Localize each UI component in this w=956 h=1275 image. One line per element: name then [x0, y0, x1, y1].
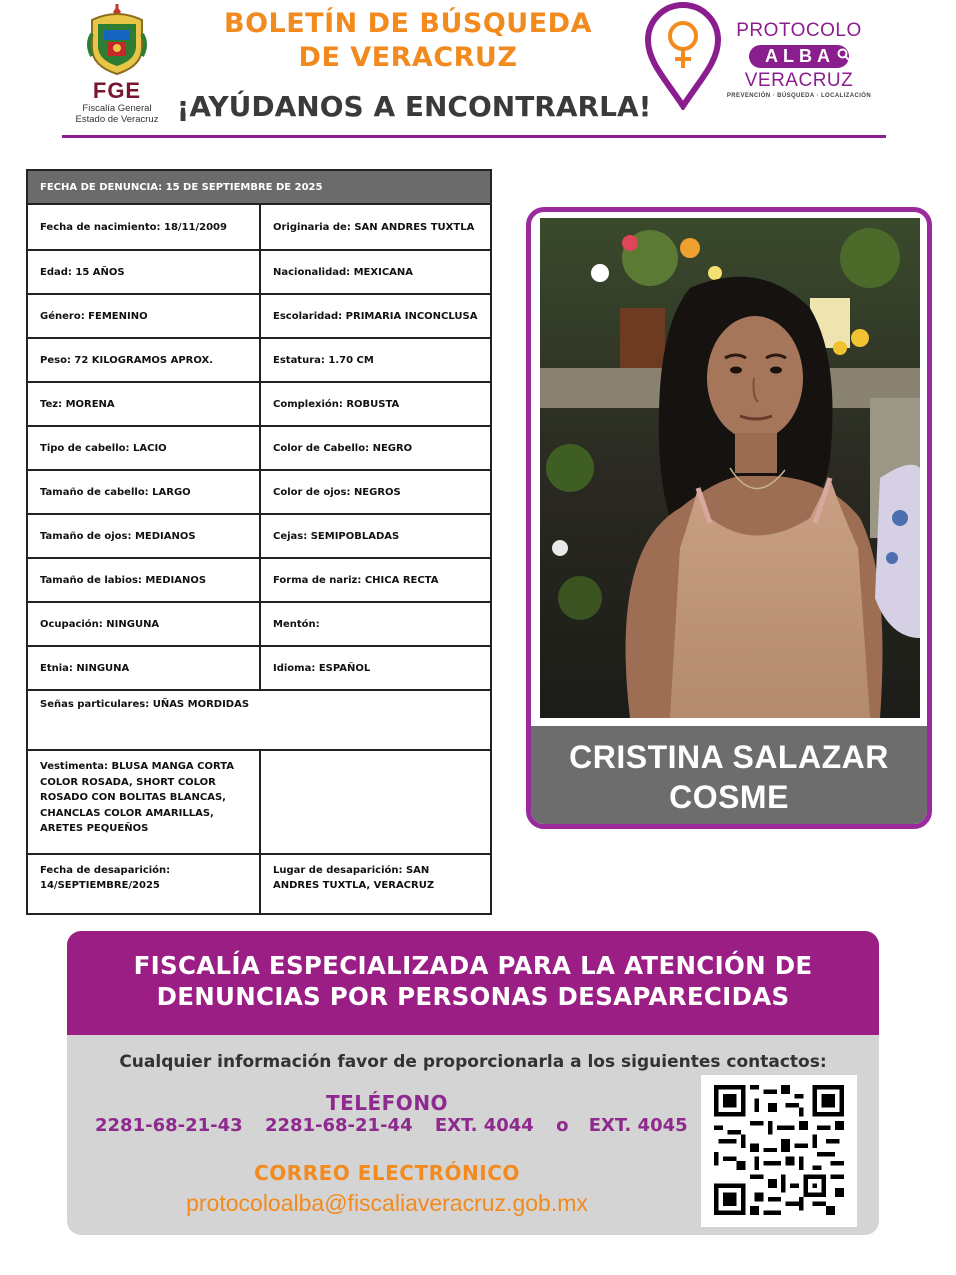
- table-cell: Género: FEMENINO: [40, 310, 148, 322]
- email-label: CORREO ELECTRÓNICO: [254, 1161, 520, 1185]
- report-date: FECHA DE DENUNCIA: 15 DE SEPTIEMBRE DE 2025: [40, 181, 323, 193]
- extension: EXT. 4044: [434, 1115, 534, 1136]
- bulletin-title-line2: DE VERACRUZ: [298, 42, 518, 73]
- table-cell: Mentón:: [259, 603, 490, 645]
- phone-numbers: [95, 1115, 695, 1136]
- header-divider: [62, 135, 886, 138]
- alba-pill: ALBA: [749, 45, 849, 68]
- table-cell: Forma de nariz: CHICA RECTA: [259, 559, 490, 601]
- fge-logo: [62, 4, 172, 124]
- qr-code-icon: [714, 1085, 844, 1215]
- distinguishing-marks: Señas particulares: UÑAS MORDIDAS: [40, 699, 250, 710]
- table-cell: Color de Cabello: NEGRO: [259, 427, 490, 469]
- missing-person-photo: [540, 218, 920, 718]
- missing-person-name: CRISTINA SALAZAR COSME: [531, 726, 927, 829]
- table-row: [28, 471, 490, 515]
- fge-abbreviation: FGE: [92, 78, 142, 103]
- disappearance-place: Lugar de desaparición: SAN ANDRES TUXTLA, VERACRUZ: [259, 855, 490, 913]
- table-cell: Complexión: ROBUSTA: [259, 383, 490, 425]
- table-cell: Etnia: NINGUNA: [40, 662, 130, 674]
- table-cell: Originaria de: SAN ANDRES TUXTLA: [259, 205, 490, 249]
- table-row: [28, 383, 490, 427]
- table-row: [28, 603, 490, 647]
- table-row: [28, 339, 490, 383]
- empty-cell: [259, 751, 490, 853]
- table-cell: Tamaño de ojos: MEDIANOS: [40, 530, 196, 542]
- help-find-her-heading: ¡AYÚDANOS A ENCONTRARLA!: [176, 90, 652, 123]
- table-cell: Fecha de nacimiento: 18/11/2009: [40, 221, 227, 233]
- table-row-clothing: [28, 751, 490, 855]
- table-cell: Nacionalidad: MEXICANA: [259, 251, 490, 293]
- qr-code[interactable]: [701, 1075, 857, 1227]
- table-row: [28, 647, 490, 691]
- table-row: [28, 515, 490, 559]
- table-row: [28, 295, 490, 339]
- missing-person-card: [526, 207, 932, 829]
- table-row: [28, 427, 490, 471]
- fge-full-name: Fiscalía General Estado de Veracruz: [75, 103, 159, 125]
- table-cell: Tamaño de cabello: LARGO: [40, 486, 191, 498]
- table-cell: Escolaridad: PRIMARIA INCONCLUSA: [259, 295, 490, 337]
- phone-number[interactable]: 2281-68-21-44: [264, 1115, 413, 1136]
- portrait-illustration: [540, 218, 920, 718]
- table-cell: Edad: 15 AÑOS: [40, 266, 125, 278]
- table-cell: Cejas: SEMIPOBLADAS: [259, 515, 490, 557]
- contact-intro: Cualquier información favor de proporcionarla a los siguientes contactos:: [119, 1052, 827, 1072]
- table-cell: Color de ojos: NEGROS: [259, 471, 490, 513]
- table-cell: Peso: 72 KILOGRAMOS APROX.: [40, 354, 214, 366]
- bulletin-title-line1: BOLETÍN DE BÚSQUEDA: [224, 8, 592, 39]
- veracruz-seal-icon: [86, 4, 148, 76]
- table-row-disappearance: [28, 855, 490, 913]
- table-row: [28, 251, 490, 295]
- table-row: [28, 559, 490, 603]
- table-cell: Estatura: 1.70 CM: [259, 339, 490, 381]
- person-data-table: [26, 169, 492, 915]
- contact-panel: [67, 1035, 879, 1235]
- phone-label: TELÉFONO: [325, 1091, 449, 1115]
- table-cell: Ocupación: NINGUNA: [40, 618, 160, 630]
- female-location-pin-icon: [644, 2, 722, 110]
- table-row: [28, 205, 490, 251]
- table-cell: Idioma: ESPAÑOL: [259, 647, 490, 689]
- protocolo-alba-logo: PROTOCOLO ALBA VERACRUZ PREVENCIÓN · BÚSQUEDA · LOCALIZACIÓN: [726, 20, 872, 99]
- magnifier-icon: [837, 48, 851, 62]
- email-address[interactable]: protocoloalba@fiscaliaveracruz.gob.mx: [186, 1190, 588, 1216]
- clothing-description: Vestimenta: BLUSA MANGA CORTA COLOR ROSADA, SHORT COLOR ROSADO CON BOLITAS BLANCAS, CHANCLAS COLOR AMARILLAS, ARETES PEQUEÑOS: [40, 761, 235, 834]
- table-row-marks: [28, 691, 490, 751]
- extension-separator: o: [556, 1115, 569, 1136]
- disappearance-date: Fecha de desaparición: 14/SEPTIEMBRE/2025: [40, 865, 171, 891]
- prosecutor-office-banner: FISCALÍA ESPECIALIZADA PARA LA ATENCIÓN DE DENUNCIAS POR PERSONAS DESAPARECIDAS: [67, 931, 879, 1035]
- extension: EXT. 4045: [588, 1115, 688, 1136]
- table-cell: Tipo de cabello: LACIO: [40, 442, 167, 454]
- table-cell: Tez: MORENA: [40, 398, 115, 410]
- table-header-row: [28, 171, 490, 205]
- table-cell: Tamaño de labios: MEDIANOS: [40, 574, 207, 586]
- phone-number[interactable]: 2281-68-21-43: [95, 1115, 243, 1136]
